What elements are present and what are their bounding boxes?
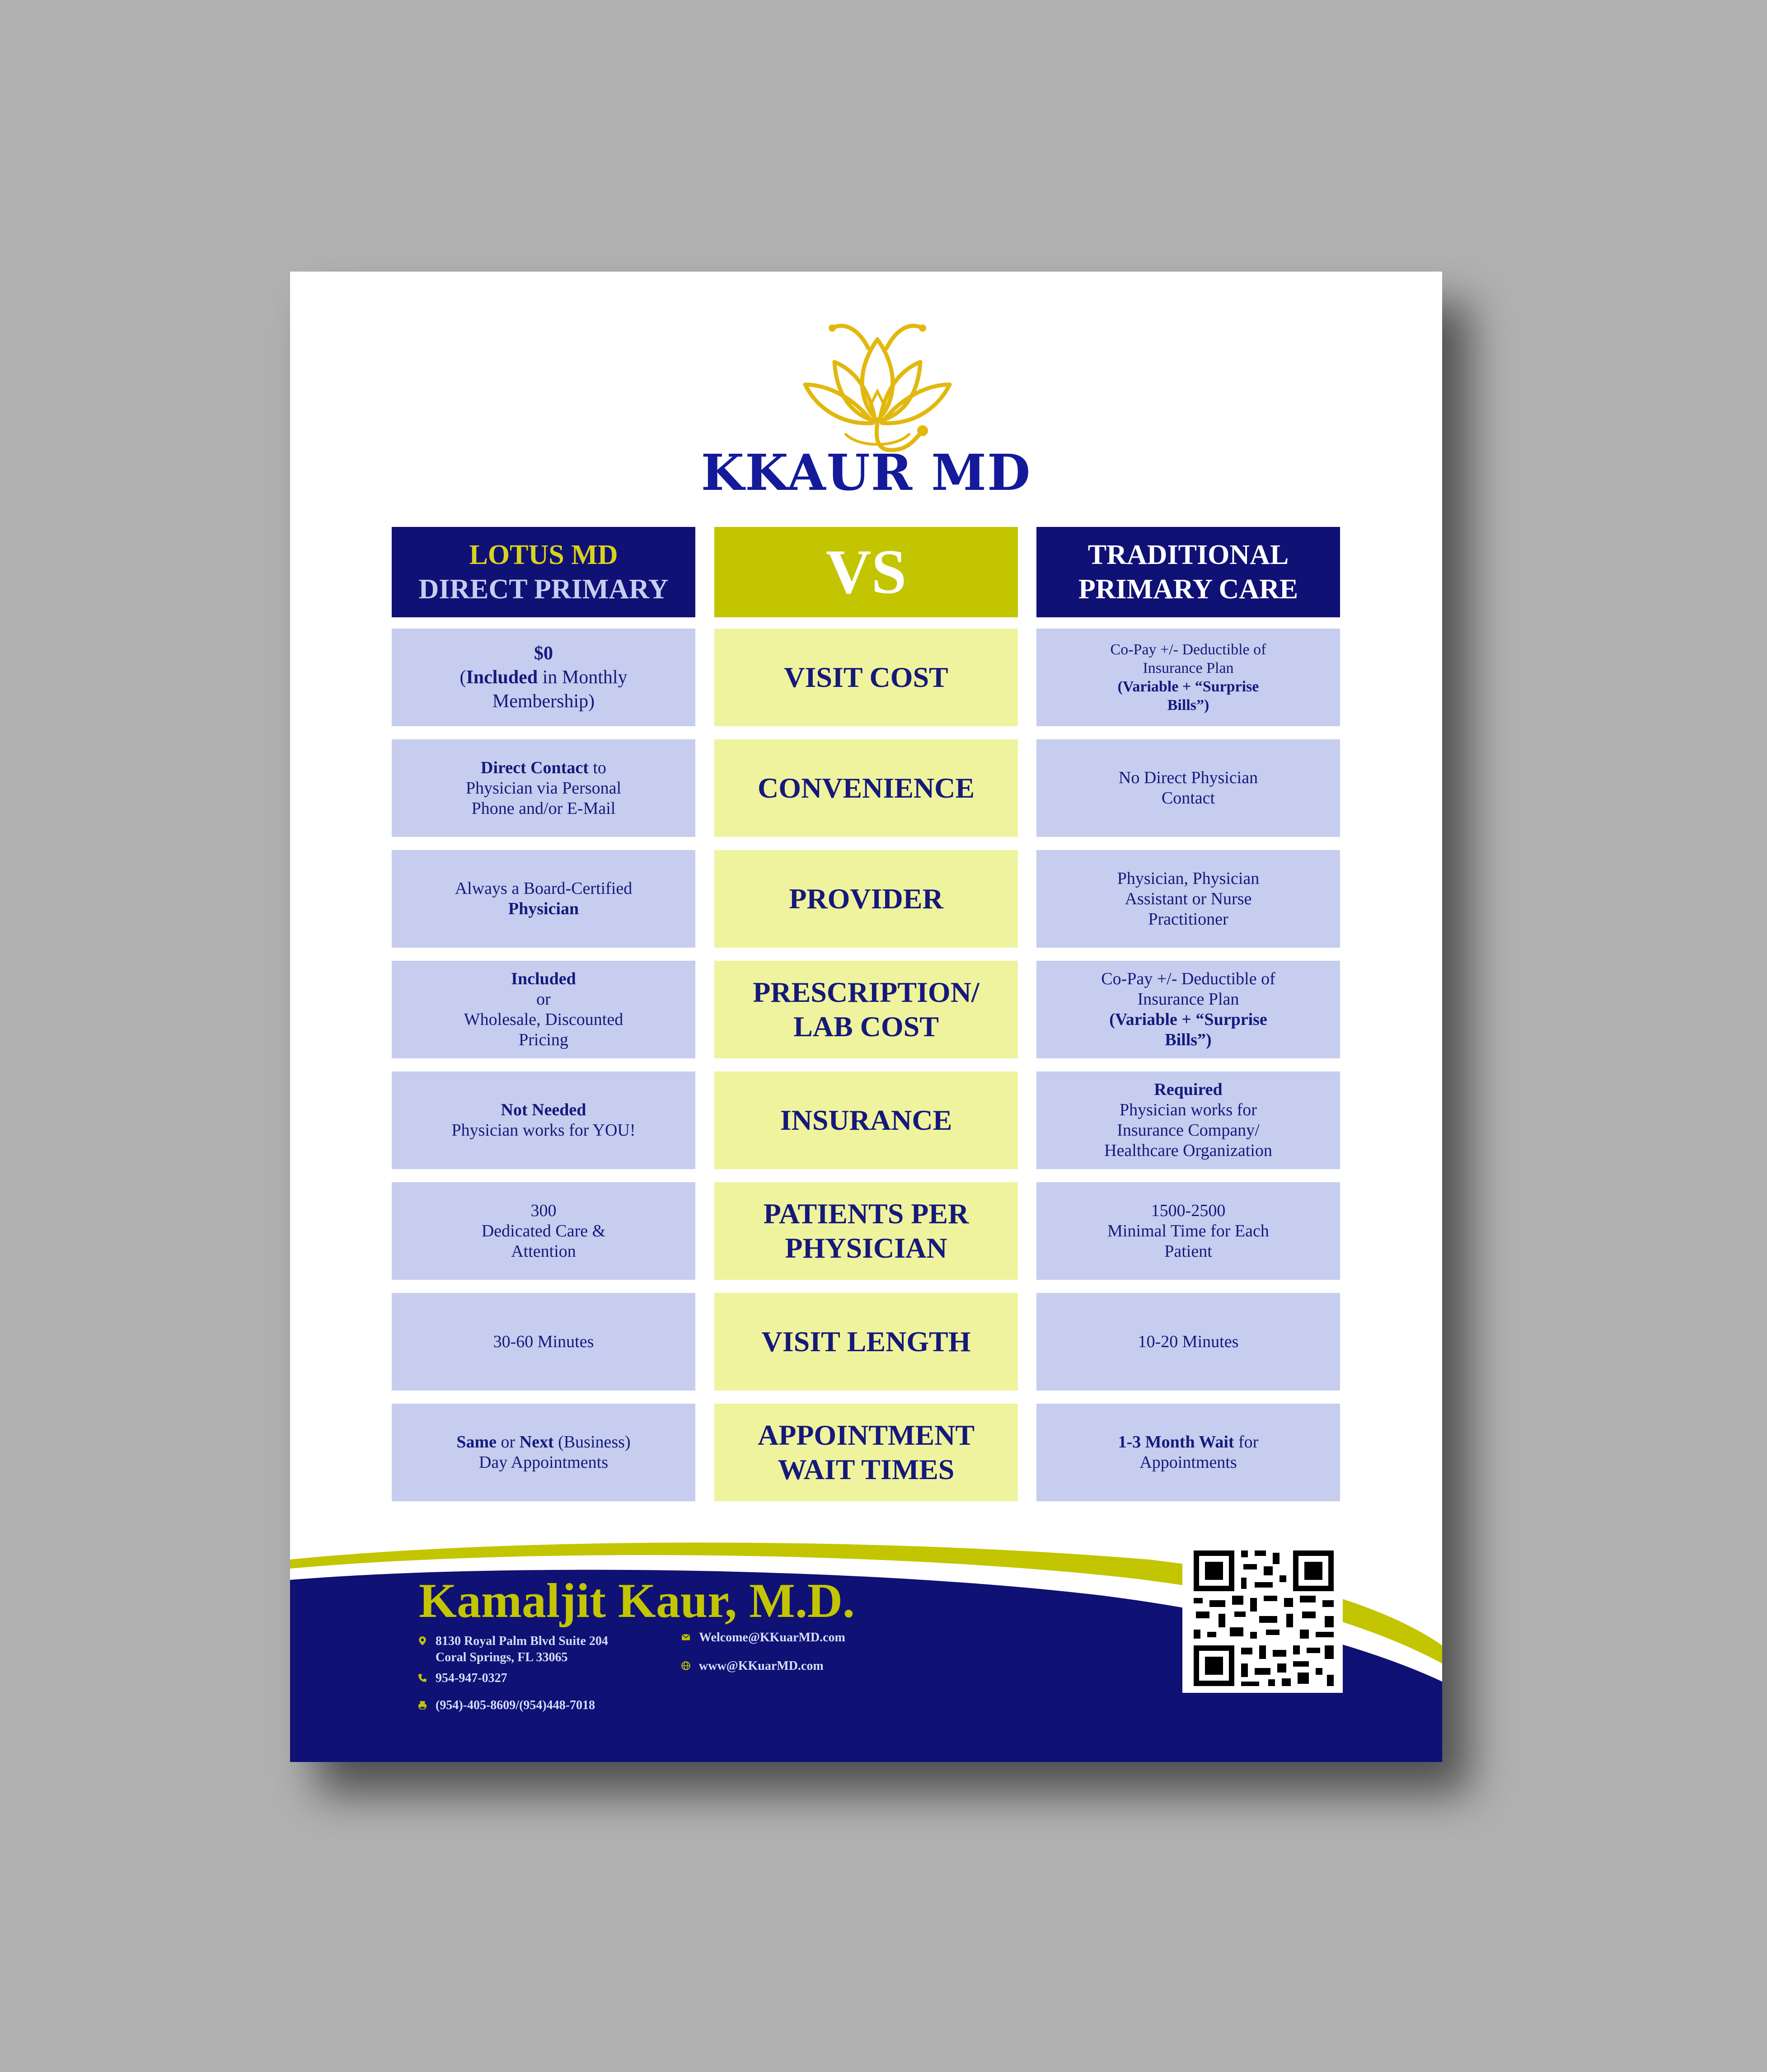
email-icon xyxy=(681,1632,691,1642)
cell-text: Not Needed xyxy=(501,1100,586,1119)
address-line: 8130 Royal Palm Blvd Suite 204 xyxy=(436,1634,608,1648)
qr-code[interactable] xyxy=(1182,1544,1343,1693)
phone-info xyxy=(417,1670,507,1687)
cell-text: Membership) xyxy=(492,691,595,712)
cell-text: or xyxy=(497,1433,520,1452)
visit-length-lotus xyxy=(392,1293,695,1391)
category-label: PHYSICIAN xyxy=(785,1232,947,1264)
lotus-md-header xyxy=(392,527,695,617)
cell-text: Assistant or Nurse xyxy=(1125,889,1252,908)
address-info xyxy=(417,1633,608,1666)
cell-text: 300 xyxy=(530,1201,557,1220)
address-line: Coral Springs, FL 33065 xyxy=(436,1650,568,1664)
phone-number[interactable]: 954-947-0327 xyxy=(436,1671,507,1685)
cell-text: to xyxy=(588,758,606,777)
category-label: PROVIDER xyxy=(789,883,943,915)
cell-text: 1500-2500 xyxy=(1151,1201,1226,1220)
category-label: PATIENTS PER xyxy=(763,1198,969,1230)
cell-text: Pricing xyxy=(519,1030,568,1049)
cell-text: Physician works for YOU! xyxy=(451,1121,636,1140)
cell-text: Co-Pay +/- Deductible of xyxy=(1110,641,1266,658)
cell-text: (Variable + “Surprise xyxy=(1117,678,1259,695)
brand-name: KKAUR MD xyxy=(701,443,1031,502)
convenience-category xyxy=(714,739,1018,837)
category-label: PRESCRIPTION/ xyxy=(753,976,980,1008)
cell-text: Dedicated Care & xyxy=(481,1221,606,1240)
cell-text: Direct Contact xyxy=(481,758,589,777)
patients-lotus xyxy=(392,1182,695,1280)
category-label: INSURANCE xyxy=(780,1104,952,1136)
convenience-lotus xyxy=(392,739,695,837)
cell-text: Bills”) xyxy=(1165,1030,1212,1049)
cell-text: Healthcare Organization xyxy=(1104,1141,1272,1160)
header-left-line2: DIRECT PRIMARY xyxy=(418,574,669,605)
cell-text: Physician works for xyxy=(1120,1100,1257,1119)
cell-text: in Monthly xyxy=(538,667,628,688)
cell-text: Physician via Personal xyxy=(465,778,622,798)
category-label: APPOINTMENT xyxy=(758,1419,975,1451)
cell-text: Attention xyxy=(511,1241,576,1261)
fax-number: (954)-405-8609/(954)448-7018 xyxy=(436,1698,595,1712)
provider-lotus xyxy=(392,850,695,948)
provider-category xyxy=(714,850,1018,948)
cell-text: Practitioner xyxy=(1148,909,1228,929)
category-label: VISIT COST xyxy=(784,661,948,693)
cell-text: for xyxy=(1234,1433,1259,1452)
wait-times-lotus xyxy=(392,1404,695,1501)
doctor-name: Kamaljit Kaur, M.D. xyxy=(419,1574,855,1628)
fax-info xyxy=(417,1697,595,1714)
website-link[interactable]: www@KKuarMD.com xyxy=(699,1659,824,1673)
category-label: VISIT LENGTH xyxy=(761,1325,971,1358)
cell-text: Phone and/or E-Mail xyxy=(471,799,616,818)
cell-text: (Business) xyxy=(553,1433,631,1452)
category-label: WAIT TIMES xyxy=(778,1453,955,1485)
cell-text: Insurance Company/ xyxy=(1117,1121,1260,1140)
cell-text: Appointments xyxy=(1139,1453,1237,1472)
visit-cost-lotus xyxy=(392,629,695,726)
cell-text: Minimal Time for Each xyxy=(1107,1221,1269,1240)
cell-text: Contact xyxy=(1161,789,1215,808)
cell-text: 10-20 Minutes xyxy=(1138,1332,1239,1351)
patients-traditional xyxy=(1036,1182,1340,1280)
category-label: LAB COST xyxy=(793,1010,939,1043)
cell-text: 1-3 Month Wait xyxy=(1118,1433,1234,1452)
insurance-lotus xyxy=(392,1071,695,1169)
prescription-traditional xyxy=(1036,961,1340,1058)
fax-icon xyxy=(417,1700,427,1710)
cell-text: Same xyxy=(456,1433,497,1452)
cell-text: 30-60 Minutes xyxy=(493,1332,594,1351)
prescription-lotus xyxy=(392,961,695,1058)
category-label: CONVENIENCE xyxy=(757,772,975,804)
phone-icon xyxy=(417,1673,427,1683)
wait-times-category xyxy=(714,1404,1018,1501)
website-info xyxy=(681,1658,824,1674)
visit-cost-traditional xyxy=(1036,629,1340,726)
visit-length-category xyxy=(714,1293,1018,1391)
email-link[interactable]: Welcome@KKuarMD.com xyxy=(699,1630,845,1644)
cell-text: No Direct Physician xyxy=(1118,768,1258,787)
globe-icon xyxy=(681,1661,691,1671)
cell-text: Wholesale, Discounted xyxy=(464,1010,623,1029)
flyer-page xyxy=(290,272,1442,1762)
cell-text: Always a Board-Certified xyxy=(455,879,633,898)
cell-text: or xyxy=(536,990,551,1009)
cell-text: (Variable + “Surprise xyxy=(1109,1010,1267,1029)
insurance-category xyxy=(714,1071,1018,1169)
visit-length-traditional xyxy=(1036,1293,1340,1391)
header-right-line1: TRADITIONAL xyxy=(1087,540,1289,570)
provider-traditional xyxy=(1036,850,1340,948)
cell-text: Patient xyxy=(1164,1241,1212,1261)
email-info xyxy=(681,1630,845,1646)
visit-cost-category xyxy=(714,629,1018,726)
convenience-traditional xyxy=(1036,739,1340,837)
prescription-category xyxy=(714,961,1018,1058)
patients-category xyxy=(714,1182,1018,1280)
cell-text: Next xyxy=(519,1433,554,1452)
header-right-line2: PRIMARY CARE xyxy=(1078,574,1298,605)
insurance-traditional xyxy=(1036,1071,1340,1169)
wait-times-traditional xyxy=(1036,1404,1340,1501)
vs-label: VS xyxy=(825,537,907,607)
cell-text: Co-Pay +/- Deductible of xyxy=(1101,969,1275,988)
cell-text: Day Appointments xyxy=(478,1453,609,1472)
cell-text: $0 xyxy=(534,643,553,664)
cell-text: Required xyxy=(1154,1080,1223,1099)
cell-text: Physician xyxy=(508,899,579,918)
vs-header xyxy=(714,527,1018,617)
header-left-line1: LOTUS MD xyxy=(469,540,618,570)
cell-text: Bills”) xyxy=(1167,697,1209,714)
cell-text: Insurance Plan xyxy=(1137,990,1239,1009)
cell-text: Included xyxy=(466,667,538,688)
traditional-care-header xyxy=(1036,527,1340,617)
cell-text: Included xyxy=(511,969,576,988)
cell-text: ( xyxy=(459,667,466,688)
cell-text: Physician, Physician xyxy=(1117,869,1260,888)
location-pin-icon xyxy=(417,1636,427,1646)
cell-text: Insurance Plan xyxy=(1143,660,1234,677)
